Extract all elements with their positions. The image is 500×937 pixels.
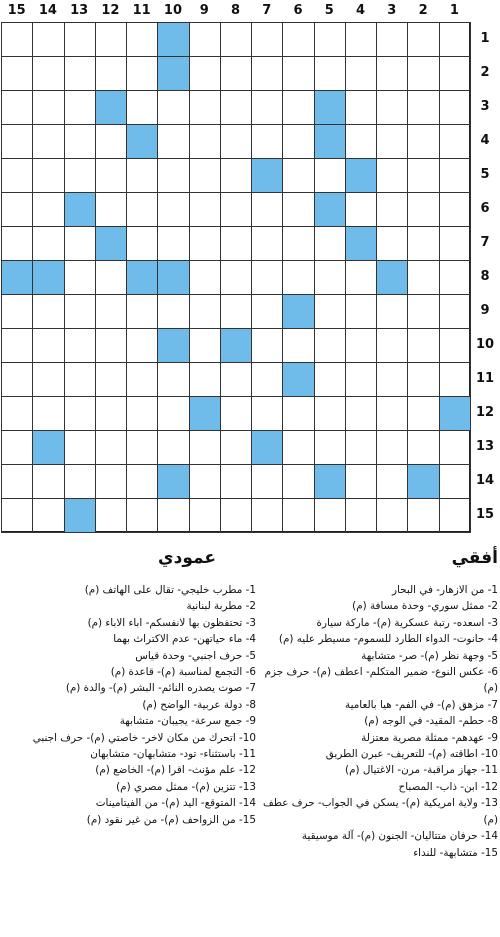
grid-cell[interactable]	[376, 158, 408, 193]
grid-cell[interactable]	[157, 294, 189, 329]
blocked-cell	[157, 56, 189, 91]
blocked-cell	[314, 464, 346, 499]
grid-cell[interactable]	[439, 90, 471, 125]
grid-cell[interactable]	[157, 226, 189, 261]
grid-cell[interactable]	[251, 56, 283, 91]
column-number: 14	[38, 3, 57, 18]
grid-cell[interactable]	[95, 124, 127, 159]
vertical-clues-list	[8, 582, 256, 828]
grid-cell[interactable]	[1, 396, 33, 431]
grid-cell[interactable]	[189, 362, 221, 397]
column-number: 11	[132, 3, 151, 18]
grid-cell[interactable]	[282, 124, 314, 159]
grid-cell[interactable]	[32, 22, 64, 57]
grid-cell[interactable]	[220, 294, 252, 329]
grid-cell[interactable]	[95, 56, 127, 91]
grid-cell[interactable]	[282, 226, 314, 261]
grid-cell[interactable]	[189, 192, 221, 227]
grid-cell[interactable]	[1, 226, 33, 261]
grid-cell[interactable]	[189, 226, 221, 261]
grid-cell[interactable]	[95, 498, 127, 533]
grid-cell[interactable]	[282, 396, 314, 431]
grid-cell[interactable]	[157, 430, 189, 465]
column-number: 10	[163, 3, 182, 18]
grid-cell[interactable]	[282, 90, 314, 125]
grid-cell[interactable]	[220, 124, 252, 159]
blocked-cell	[376, 260, 408, 295]
grid-cell[interactable]	[439, 22, 471, 57]
grid-cell[interactable]	[345, 22, 377, 57]
grid-cell[interactable]	[157, 158, 189, 193]
grid-cell[interactable]	[439, 192, 471, 227]
grid-cell[interactable]	[1, 430, 33, 465]
grid-cell[interactable]	[189, 294, 221, 329]
grid-cell[interactable]	[126, 464, 158, 499]
grid-cell[interactable]	[314, 362, 346, 397]
column-number: 8	[230, 3, 241, 18]
grid-cell[interactable]	[282, 22, 314, 57]
horizontal-clue: 11- جهاز مراقبة- مرن- الاغتيال (م)	[345, 764, 498, 777]
horizontal-clue: 3- اسعده- رتبة عسكرية (م)- ماركة سيارة	[316, 616, 498, 629]
grid-cell[interactable]	[1, 124, 33, 159]
column-number: 12	[101, 3, 120, 18]
blocked-cell	[1, 260, 33, 295]
grid-cell[interactable]	[189, 56, 221, 91]
horizontal-clues-title: أفقي	[451, 548, 498, 568]
horizontal-clue: 2- ممثل سوري- وحدة مسافة (م)	[352, 600, 498, 613]
grid-cell[interactable]	[376, 124, 408, 159]
grid-cell[interactable]	[345, 56, 377, 91]
grid-cell[interactable]	[220, 498, 252, 533]
grid-cell[interactable]	[157, 498, 189, 533]
row-number: 4	[480, 133, 490, 148]
vertical-clue: 11- باستثناء- تود- متشابهان- متشابهان	[90, 748, 256, 761]
grid-cell[interactable]	[126, 192, 158, 227]
grid-cell[interactable]	[407, 430, 439, 465]
blocked-cell	[345, 226, 377, 261]
horizontal-clue: 5- وجهة نظر (م)- صر- متشابهة	[361, 649, 498, 662]
grid-cell[interactable]	[439, 362, 471, 397]
grid-cell[interactable]	[345, 498, 377, 533]
row-number: 8	[480, 269, 490, 284]
grid-cell[interactable]	[32, 90, 64, 125]
grid-cell[interactable]	[220, 430, 252, 465]
blocked-cell	[32, 430, 64, 465]
grid-cell[interactable]	[282, 192, 314, 227]
grid-cell[interactable]	[64, 226, 96, 261]
grid-cell[interactable]	[282, 56, 314, 91]
grid-cell[interactable]	[376, 226, 408, 261]
grid-cell[interactable]	[314, 226, 346, 261]
grid-cell[interactable]	[314, 56, 346, 91]
grid-cell[interactable]	[251, 498, 283, 533]
grid-cell[interactable]	[376, 56, 408, 91]
column-number: 2	[418, 3, 428, 18]
grid-cell[interactable]	[64, 56, 96, 91]
blocked-cell	[157, 260, 189, 295]
grid-cell[interactable]	[1, 56, 33, 91]
grid-cell[interactable]	[32, 192, 64, 227]
grid-cell[interactable]	[439, 294, 471, 329]
grid-cell[interactable]	[376, 464, 408, 499]
grid-cell[interactable]	[345, 396, 377, 431]
horizontal-clue: 8- حطم- المقيد- في الوجه (م)	[364, 715, 498, 728]
grid-cell[interactable]	[64, 294, 96, 329]
grid-cell[interactable]	[345, 328, 377, 363]
grid-cell[interactable]	[439, 56, 471, 91]
grid-cell[interactable]	[95, 362, 127, 397]
grid-cell[interactable]	[314, 430, 346, 465]
grid-cell[interactable]	[126, 90, 158, 125]
grid-cell[interactable]	[126, 56, 158, 91]
blocked-cell	[314, 124, 346, 159]
grid-cell[interactable]	[189, 22, 221, 57]
grid-cell[interactable]	[220, 56, 252, 91]
row-number: 12	[475, 405, 495, 420]
blocked-cell	[157, 22, 189, 57]
grid-cell[interactable]	[64, 362, 96, 397]
grid-cell[interactable]	[64, 124, 96, 159]
blocked-cell	[64, 498, 96, 533]
grid-cell[interactable]	[64, 260, 96, 295]
grid-cell[interactable]	[439, 226, 471, 261]
grid-cell[interactable]	[314, 22, 346, 57]
blocked-cell	[126, 124, 158, 159]
grid-cell[interactable]	[345, 294, 377, 329]
vertical-clue: 9- جمع سرعة- يجيبان- متشابهة	[119, 715, 256, 728]
blocked-cell	[439, 396, 471, 431]
row-number: 14	[475, 473, 495, 488]
grid-cell[interactable]	[32, 396, 64, 431]
grid-cell[interactable]	[376, 362, 408, 397]
row-numbers	[470, 22, 500, 532]
grid-cell[interactable]	[282, 430, 314, 465]
vertical-clue: 15- من الزواحف (م)- من غير نقود (م)	[86, 813, 256, 826]
grid-cell[interactable]	[32, 362, 64, 397]
row-number: 3	[480, 99, 490, 114]
blocked-cell	[95, 90, 127, 125]
grid-cell[interactable]	[95, 192, 127, 227]
grid-cell[interactable]	[32, 56, 64, 91]
grid-cell[interactable]	[439, 328, 471, 363]
grid-cell[interactable]	[126, 430, 158, 465]
blocked-cell	[157, 328, 189, 363]
grid-cell[interactable]	[282, 464, 314, 499]
horizontal-clue: 9- عهدهم- ممثلة مصرية معتزلة	[361, 731, 498, 744]
grid-cell[interactable]	[439, 464, 471, 499]
column-number: 7	[262, 3, 272, 18]
blocked-cell	[32, 260, 64, 295]
vertical-clue: 2- مطربة لبنانية	[186, 600, 256, 613]
grid-cell[interactable]	[314, 294, 346, 329]
row-number: 2	[480, 65, 490, 80]
blocked-cell	[220, 328, 252, 363]
grid-cell[interactable]	[314, 498, 346, 533]
grid-cell[interactable]	[251, 328, 283, 363]
grid-cell[interactable]	[64, 430, 96, 465]
grid-cell[interactable]	[32, 226, 64, 261]
grid-cell[interactable]	[1, 294, 33, 329]
grid-cell[interactable]	[126, 158, 158, 193]
grid-cell[interactable]	[439, 430, 471, 465]
column-number: 13	[70, 3, 89, 18]
grid-cell[interactable]	[407, 396, 439, 431]
grid-cell[interactable]	[251, 464, 283, 499]
column-number: 15	[7, 3, 26, 18]
horizontal-clue: 7- مزهق (م)- في الفم- هيا بالعامية	[345, 698, 498, 711]
grid-cell[interactable]	[282, 328, 314, 363]
column-number: 6	[293, 3, 303, 18]
grid-cell[interactable]	[220, 158, 252, 193]
grid-cell[interactable]	[407, 192, 439, 227]
blocked-cell	[251, 158, 283, 193]
grid-cell[interactable]	[64, 328, 96, 363]
vertical-clue: 5- حرف اجنبي- وحدة قياس	[135, 649, 256, 662]
grid-cell[interactable]	[282, 260, 314, 295]
grid-cell[interactable]	[1, 158, 33, 193]
grid-cell[interactable]	[407, 328, 439, 363]
grid-cell[interactable]	[407, 22, 439, 57]
grid-cell[interactable]	[439, 158, 471, 193]
row-number: 9	[480, 303, 490, 318]
grid-cell[interactable]	[189, 90, 221, 125]
grid-cell[interactable]	[157, 396, 189, 431]
grid-cell[interactable]	[1, 498, 33, 533]
grid-cell[interactable]	[95, 158, 127, 193]
grid-cell[interactable]	[95, 464, 127, 499]
blocked-cell	[126, 260, 158, 295]
grid-cell[interactable]	[407, 294, 439, 329]
grid-cell[interactable]	[126, 328, 158, 363]
grid-cell[interactable]	[64, 158, 96, 193]
vertical-clue: 6- التجمع لمناسبة (م)- قاعدة (م)	[110, 666, 256, 679]
grid-cell[interactable]	[64, 464, 96, 499]
vertical-clue: 7- صوت يصدره النائم- البشر (م)- والدة (م)	[65, 682, 256, 695]
grid-cell[interactable]	[376, 22, 408, 57]
grid-cell[interactable]	[314, 396, 346, 431]
vertical-clue: 10- اتحرك من مكان لاخر- خاصتي (م)- حرف اجنبي	[32, 731, 256, 744]
grid-cell[interactable]	[282, 498, 314, 533]
grid-cell[interactable]	[220, 260, 252, 295]
grid-cell[interactable]	[32, 158, 64, 193]
vertical-clue: 3- تحتفظون بها لانفسكم- اباء الاباء (م)	[87, 616, 256, 629]
blocked-cell	[314, 90, 346, 125]
grid-cell[interactable]	[376, 192, 408, 227]
row-number: 5	[480, 167, 490, 182]
row-number: 15	[475, 507, 495, 522]
grid-cell[interactable]	[376, 498, 408, 533]
horizontal-clue: 15- متشابهة- للنداء	[413, 846, 498, 859]
vertical-clue: 8- دولة عربية- الواضح (م)	[142, 698, 256, 711]
grid-cell[interactable]	[407, 362, 439, 397]
horizontal-clue: 10- اطاقته (م)- للتعريف- عبرن الطريق	[325, 748, 498, 761]
grid-cell[interactable]	[407, 498, 439, 533]
grid-cell[interactable]	[407, 56, 439, 91]
grid-cell[interactable]	[95, 430, 127, 465]
grid-cell[interactable]	[126, 396, 158, 431]
blocked-cell	[282, 362, 314, 397]
grid-cell[interactable]	[32, 498, 64, 533]
vertical-clue: 12- علم مؤنث- اقرا (م)- الخاضع (م)	[95, 764, 256, 777]
grid-cell[interactable]	[1, 362, 33, 397]
blocked-cell	[345, 158, 377, 193]
grid-cell[interactable]	[220, 362, 252, 397]
grid-cell[interactable]	[32, 328, 64, 363]
grid-cell[interactable]	[251, 294, 283, 329]
grid-cell[interactable]	[64, 90, 96, 125]
grid-cell[interactable]	[95, 294, 127, 329]
grid-cell[interactable]	[439, 260, 471, 295]
column-number: 1	[449, 3, 459, 18]
grid-cell[interactable]	[1, 464, 33, 499]
vertical-clue: 13- تتزين (م)- ممثل مصري (م)	[116, 780, 256, 793]
grid-cell[interactable]	[345, 90, 377, 125]
grid-cell[interactable]	[251, 362, 283, 397]
column-numbers	[0, 0, 470, 22]
grid-cell[interactable]	[64, 396, 96, 431]
grid-cell[interactable]	[345, 192, 377, 227]
blocked-cell	[251, 430, 283, 465]
grid-cell[interactable]	[220, 226, 252, 261]
grid-cell[interactable]	[95, 328, 127, 363]
row-number: 7	[480, 235, 490, 250]
grid-cell[interactable]	[64, 22, 96, 57]
grid-cell[interactable]	[376, 294, 408, 329]
row-number: 6	[480, 201, 490, 216]
blocked-cell	[189, 396, 221, 431]
grid-cell[interactable]	[95, 22, 127, 57]
row-number: 13	[475, 439, 495, 454]
grid-cell[interactable]	[376, 328, 408, 363]
grid-cell[interactable]	[439, 124, 471, 159]
horizontal-clue: 1- من الازهار- في البحار	[391, 584, 498, 596]
grid-cell[interactable]	[251, 226, 283, 261]
grid-cell[interactable]	[126, 22, 158, 57]
grid-cell[interactable]	[189, 158, 221, 193]
column-number: 3	[387, 3, 397, 18]
row-number: 11	[475, 371, 495, 386]
blocked-cell	[64, 192, 96, 227]
column-number: 5	[324, 3, 334, 18]
grid-cell[interactable]	[220, 22, 252, 57]
vertical-clues-section	[8, 548, 256, 828]
grid-cell[interactable]	[251, 90, 283, 125]
blocked-cell	[157, 464, 189, 499]
grid-cell[interactable]	[189, 124, 221, 159]
grid-cell[interactable]	[95, 396, 127, 431]
vertical-clues-title: عمودي	[158, 548, 216, 568]
grid-cell[interactable]	[439, 498, 471, 533]
grid-cell[interactable]	[32, 464, 64, 499]
grid-cell[interactable]	[345, 430, 377, 465]
horizontal-clue: 14- حرفان متتاليان- الجنون (م)- آلة موسيقية	[301, 830, 498, 843]
grid-cell[interactable]	[95, 260, 127, 295]
horizontal-clue: 12- ابن- ذاب- المصباح	[398, 780, 498, 793]
row-number: 10	[475, 337, 495, 352]
grid-cell[interactable]	[407, 158, 439, 193]
blocked-cell	[314, 192, 346, 227]
grid-cell[interactable]	[189, 328, 221, 363]
grid-cell[interactable]	[32, 294, 64, 329]
grid-cell[interactable]	[345, 260, 377, 295]
grid-cell[interactable]	[220, 396, 252, 431]
column-number: 9	[199, 3, 209, 18]
grid-cell[interactable]	[1, 328, 33, 363]
grid-cell[interactable]	[345, 464, 377, 499]
vertical-clue: 1- مطرب خليجي- تقال على الهاتف (م)	[84, 584, 256, 596]
horizontal-clue: 13- ولاية امريكية (م)- يسكن في الجواب- حرف عطف (م)	[262, 797, 498, 826]
grid-cell[interactable]	[157, 192, 189, 227]
grid-cell[interactable]	[407, 226, 439, 261]
grid-cell[interactable]	[407, 90, 439, 125]
grid-cell[interactable]	[282, 158, 314, 193]
grid-cell[interactable]	[407, 124, 439, 159]
grid-cell[interactable]	[1, 90, 33, 125]
grid-cell[interactable]	[220, 192, 252, 227]
grid-cell[interactable]	[189, 260, 221, 295]
grid-cell[interactable]	[251, 124, 283, 159]
horizontal-clues-list	[262, 582, 498, 861]
grid-cell[interactable]	[220, 464, 252, 499]
column-number: 4	[356, 3, 366, 18]
horizontal-clue: 4- حانوت- الدواء الطارد للسموم- مسيطر عليه (م)	[278, 633, 498, 646]
horizontal-clues-section	[262, 548, 498, 861]
grid-cell[interactable]	[251, 396, 283, 431]
row-number: 1	[480, 31, 490, 46]
grid-cell[interactable]	[189, 464, 221, 499]
grid-cell[interactable]	[251, 22, 283, 57]
grid-cell[interactable]	[376, 396, 408, 431]
grid-cell[interactable]	[376, 430, 408, 465]
grid-cell[interactable]	[126, 226, 158, 261]
grid-cell[interactable]	[251, 192, 283, 227]
grid-cell[interactable]	[220, 90, 252, 125]
grid-cell[interactable]	[1, 22, 33, 57]
grid-cell[interactable]	[189, 430, 221, 465]
crossword-grid	[1, 22, 470, 532]
grid-cell[interactable]	[189, 498, 221, 533]
grid-cell[interactable]	[126, 362, 158, 397]
grid-cell[interactable]	[345, 124, 377, 159]
grid-cell[interactable]	[32, 124, 64, 159]
grid-cell[interactable]	[314, 158, 346, 193]
horizontal-clue: 6- عكس النوع- ضمير المتكلم- اعطف (م)- حرف جزم (م)	[264, 666, 498, 695]
grid-cell[interactable]	[157, 124, 189, 159]
grid-cell[interactable]	[376, 90, 408, 125]
grid-cell[interactable]	[345, 362, 377, 397]
vertical-clue: 14- المتوقع- اليد (م)- من الفيتامينات	[95, 797, 256, 810]
vertical-clue: 4- ماء حياتهن- عدم الاكتراث بهما	[113, 633, 256, 646]
grid-cell[interactable]	[157, 90, 189, 125]
grid-cell[interactable]	[314, 328, 346, 363]
grid-cell[interactable]	[407, 260, 439, 295]
grid-cell[interactable]	[251, 260, 283, 295]
blocked-cell	[407, 464, 439, 499]
blocked-cell	[282, 294, 314, 329]
grid-cell[interactable]	[126, 294, 158, 329]
grid-cell[interactable]	[157, 362, 189, 397]
grid-cell[interactable]	[314, 260, 346, 295]
grid-cell[interactable]	[126, 498, 158, 533]
grid-cell[interactable]	[1, 192, 33, 227]
blocked-cell	[95, 226, 127, 261]
